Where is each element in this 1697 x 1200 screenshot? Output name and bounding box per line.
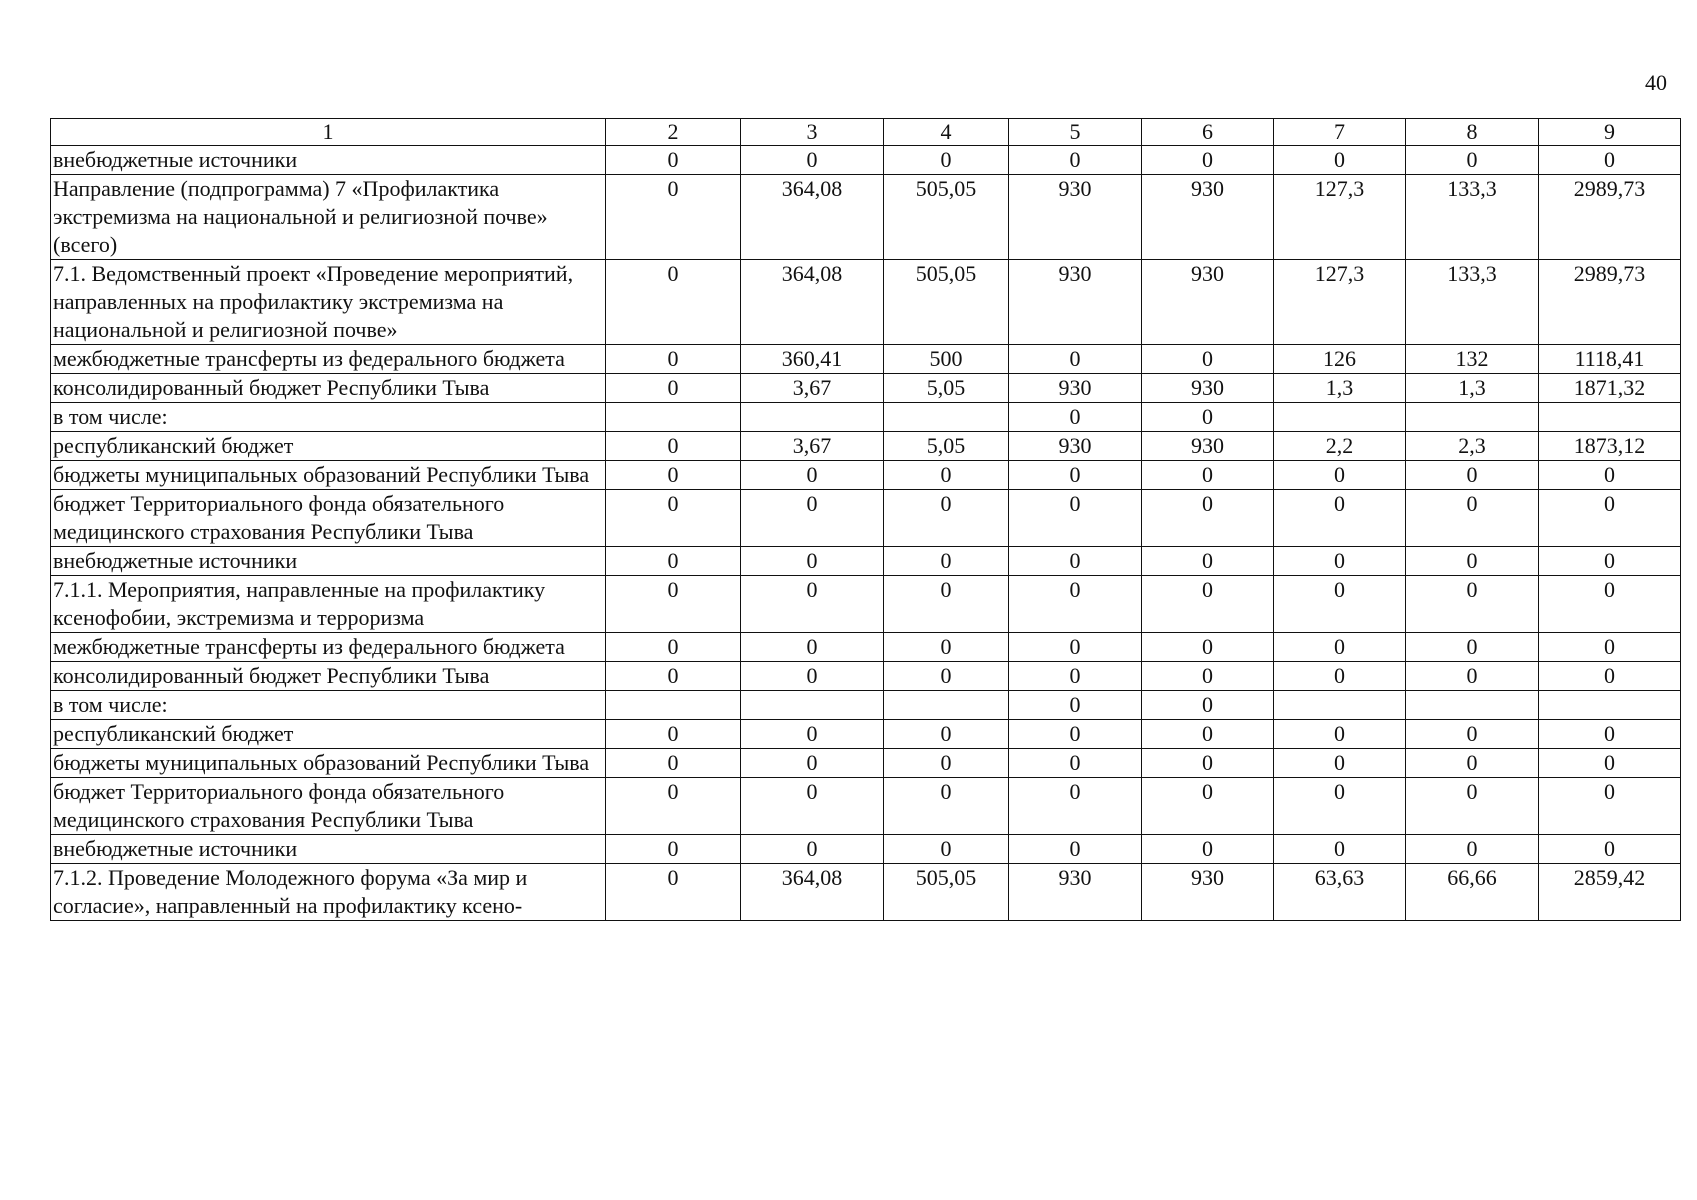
table-row <box>51 749 1681 778</box>
cell-col-8: 132 <box>1406 345 1539 374</box>
cell-col-8: 133,3 <box>1406 175 1539 260</box>
cell-col-6: 0 <box>1142 720 1274 749</box>
cell-col-9: 0 <box>1539 547 1681 576</box>
cell-col-7: 0 <box>1274 749 1406 778</box>
row-label: внебюджетные источники <box>51 146 606 175</box>
row-label: республиканский бюджет <box>51 720 606 749</box>
cell-col-8 <box>1406 691 1539 720</box>
cell-col-7: 0 <box>1274 547 1406 576</box>
cell-col-8: 0 <box>1406 490 1539 547</box>
column-header-4: 4 <box>884 119 1009 146</box>
table-row <box>51 835 1681 864</box>
cell-col-2: 0 <box>606 547 741 576</box>
table-row <box>51 547 1681 576</box>
cell-col-3: 0 <box>741 749 884 778</box>
cell-col-9: 0 <box>1539 835 1681 864</box>
cell-col-2: 0 <box>606 175 741 260</box>
cell-col-5: 0 <box>1009 576 1142 633</box>
cell-col-4 <box>884 403 1009 432</box>
cell-col-4: 505,05 <box>884 864 1009 921</box>
table-row <box>51 374 1681 403</box>
cell-col-2: 0 <box>606 345 741 374</box>
cell-col-2: 0 <box>606 490 741 547</box>
cell-col-7: 127,3 <box>1274 175 1406 260</box>
cell-col-9: 0 <box>1539 146 1681 175</box>
cell-col-7 <box>1274 691 1406 720</box>
row-label: консолидированный бюджет Республики Тыва <box>51 374 606 403</box>
table-row <box>51 633 1681 662</box>
row-label: бюджет Территориального фонда обязательного медицинского страхования Республики Тыва <box>51 490 606 547</box>
column-header-1: 1 <box>51 119 606 146</box>
cell-col-9: 0 <box>1539 778 1681 835</box>
cell-col-8: 133,3 <box>1406 260 1539 345</box>
cell-col-7: 0 <box>1274 720 1406 749</box>
cell-col-8: 0 <box>1406 662 1539 691</box>
cell-col-7: 126 <box>1274 345 1406 374</box>
cell-col-6: 0 <box>1142 461 1274 490</box>
cell-col-3: 360,41 <box>741 345 884 374</box>
cell-col-6: 930 <box>1142 374 1274 403</box>
cell-col-3: 364,08 <box>741 260 884 345</box>
cell-col-8: 0 <box>1406 461 1539 490</box>
cell-col-8 <box>1406 403 1539 432</box>
cell-col-4: 500 <box>884 345 1009 374</box>
cell-col-6: 0 <box>1142 835 1274 864</box>
cell-col-3 <box>741 691 884 720</box>
cell-col-9: 0 <box>1539 633 1681 662</box>
cell-col-5: 0 <box>1009 835 1142 864</box>
cell-col-6: 0 <box>1142 691 1274 720</box>
cell-col-7: 2,2 <box>1274 432 1406 461</box>
cell-col-3: 0 <box>741 633 884 662</box>
cell-col-5: 0 <box>1009 720 1142 749</box>
cell-col-3 <box>741 403 884 432</box>
cell-col-3: 364,08 <box>741 864 884 921</box>
table-row <box>51 576 1681 633</box>
cell-col-8: 0 <box>1406 749 1539 778</box>
row-label: бюджеты муниципальных образований Республики Тыва <box>51 461 606 490</box>
cell-col-9: 1873,12 <box>1539 432 1681 461</box>
cell-col-4: 0 <box>884 633 1009 662</box>
cell-col-9: 0 <box>1539 576 1681 633</box>
cell-col-6: 0 <box>1142 403 1274 432</box>
cell-col-4: 505,05 <box>884 260 1009 345</box>
cell-col-5: 0 <box>1009 146 1142 175</box>
cell-col-4: 0 <box>884 720 1009 749</box>
cell-col-3: 3,67 <box>741 374 884 403</box>
row-label: межбюджетные трансферты из федерального бюджета <box>51 345 606 374</box>
cell-col-5: 930 <box>1009 260 1142 345</box>
cell-col-6: 0 <box>1142 490 1274 547</box>
cell-col-6: 0 <box>1142 633 1274 662</box>
cell-col-5: 0 <box>1009 461 1142 490</box>
cell-col-7: 0 <box>1274 835 1406 864</box>
cell-col-8: 0 <box>1406 835 1539 864</box>
cell-col-8: 66,66 <box>1406 864 1539 921</box>
cell-col-4: 0 <box>884 146 1009 175</box>
page-number: 40 <box>1645 70 1667 95</box>
cell-col-9 <box>1539 403 1681 432</box>
column-header-5: 5 <box>1009 119 1142 146</box>
cell-col-9: 1118,41 <box>1539 345 1681 374</box>
cell-col-5: 0 <box>1009 691 1142 720</box>
table-row <box>51 778 1681 835</box>
cell-col-5: 0 <box>1009 749 1142 778</box>
cell-col-5: 0 <box>1009 662 1142 691</box>
cell-col-6: 0 <box>1142 662 1274 691</box>
table-row <box>51 146 1681 175</box>
column-header-9: 9 <box>1539 119 1681 146</box>
column-header-6: 6 <box>1142 119 1274 146</box>
cell-col-3: 0 <box>741 835 884 864</box>
table-row <box>51 691 1681 720</box>
column-header-2: 2 <box>606 119 741 146</box>
row-label: 7.1.2. Проведение Молодежного форума «За мир и согласие», направленный на профилактику ксено- <box>51 864 606 921</box>
cell-col-9: 2859,42 <box>1539 864 1681 921</box>
cell-col-2 <box>606 403 741 432</box>
cell-col-8: 0 <box>1406 146 1539 175</box>
cell-col-2: 0 <box>606 374 741 403</box>
cell-col-8: 1,3 <box>1406 374 1539 403</box>
cell-col-2: 0 <box>606 835 741 864</box>
cell-col-8: 0 <box>1406 633 1539 662</box>
cell-col-5: 0 <box>1009 778 1142 835</box>
table-row <box>51 490 1681 547</box>
cell-col-3: 0 <box>741 490 884 547</box>
cell-col-7: 0 <box>1274 633 1406 662</box>
cell-col-7: 127,3 <box>1274 260 1406 345</box>
cell-col-9: 0 <box>1539 490 1681 547</box>
row-label: внебюджетные источники <box>51 835 606 864</box>
cell-col-6: 0 <box>1142 576 1274 633</box>
cell-col-8: 0 <box>1406 576 1539 633</box>
cell-col-3: 0 <box>741 146 884 175</box>
cell-col-6: 0 <box>1142 547 1274 576</box>
cell-col-2: 0 <box>606 432 741 461</box>
row-label: республиканский бюджет <box>51 432 606 461</box>
table-row <box>51 720 1681 749</box>
cell-col-3: 0 <box>741 662 884 691</box>
cell-col-5: 0 <box>1009 547 1142 576</box>
cell-col-7: 0 <box>1274 778 1406 835</box>
cell-col-3: 364,08 <box>741 175 884 260</box>
table-row <box>51 175 1681 260</box>
cell-col-5: 0 <box>1009 633 1142 662</box>
row-label: внебюджетные источники <box>51 547 606 576</box>
cell-col-5: 930 <box>1009 432 1142 461</box>
column-header-7: 7 <box>1274 119 1406 146</box>
row-label: консолидированный бюджет Республики Тыва <box>51 662 606 691</box>
cell-col-5: 0 <box>1009 403 1142 432</box>
cell-col-8: 0 <box>1406 778 1539 835</box>
cell-col-6: 930 <box>1142 175 1274 260</box>
cell-col-2: 0 <box>606 662 741 691</box>
cell-col-9 <box>1539 691 1681 720</box>
row-label: межбюджетные трансферты из федерального бюджета <box>51 633 606 662</box>
cell-col-3: 0 <box>741 778 884 835</box>
cell-col-2: 0 <box>606 749 741 778</box>
cell-col-4: 0 <box>884 461 1009 490</box>
cell-col-8: 0 <box>1406 720 1539 749</box>
cell-col-3: 3,67 <box>741 432 884 461</box>
cell-col-7: 0 <box>1274 576 1406 633</box>
cell-col-7: 0 <box>1274 461 1406 490</box>
cell-col-6: 930 <box>1142 864 1274 921</box>
cell-col-6: 0 <box>1142 749 1274 778</box>
row-label: Направление (подпрограмма) 7 «Профилактика экстремизма на национальной и религиозной почве» (всего) <box>51 175 606 260</box>
cell-col-4: 0 <box>884 835 1009 864</box>
cell-col-5: 930 <box>1009 175 1142 260</box>
table-row <box>51 260 1681 345</box>
cell-col-4: 0 <box>884 778 1009 835</box>
row-label: бюджет Территориального фонда обязательного медицинского страхования Республики Тыва <box>51 778 606 835</box>
cell-col-9: 0 <box>1539 461 1681 490</box>
cell-col-2: 0 <box>606 720 741 749</box>
row-label: 7.1.1. Мероприятия, направленные на профилактику ксенофобии, экстремизма и терроризма <box>51 576 606 633</box>
cell-col-5: 930 <box>1009 864 1142 921</box>
cell-col-6: 0 <box>1142 345 1274 374</box>
cell-col-6: 930 <box>1142 432 1274 461</box>
table-row <box>51 432 1681 461</box>
cell-col-8: 0 <box>1406 547 1539 576</box>
cell-col-9: 2989,73 <box>1539 260 1681 345</box>
row-label: бюджеты муниципальных образований Республики Тыва <box>51 749 606 778</box>
cell-col-7: 0 <box>1274 490 1406 547</box>
cell-col-7: 0 <box>1274 146 1406 175</box>
table-row <box>51 345 1681 374</box>
column-header-3: 3 <box>741 119 884 146</box>
cell-col-2: 0 <box>606 633 741 662</box>
cell-col-7: 63,63 <box>1274 864 1406 921</box>
table-header <box>51 119 1681 146</box>
budget-table <box>50 118 1681 921</box>
cell-col-2: 0 <box>606 864 741 921</box>
cell-col-2: 0 <box>606 778 741 835</box>
cell-col-4: 0 <box>884 547 1009 576</box>
cell-col-4 <box>884 691 1009 720</box>
cell-col-9: 1871,32 <box>1539 374 1681 403</box>
cell-col-7: 1,3 <box>1274 374 1406 403</box>
cell-col-7: 0 <box>1274 662 1406 691</box>
cell-col-3: 0 <box>741 720 884 749</box>
cell-col-3: 0 <box>741 547 884 576</box>
cell-col-6: 0 <box>1142 146 1274 175</box>
cell-col-2 <box>606 691 741 720</box>
cell-col-8: 2,3 <box>1406 432 1539 461</box>
column-header-8: 8 <box>1406 119 1539 146</box>
cell-col-2: 0 <box>606 260 741 345</box>
cell-col-4: 0 <box>884 749 1009 778</box>
cell-col-2: 0 <box>606 576 741 633</box>
cell-col-4: 5,05 <box>884 374 1009 403</box>
table-row <box>51 864 1681 921</box>
cell-col-2: 0 <box>606 461 741 490</box>
cell-col-9: 0 <box>1539 749 1681 778</box>
cell-col-9: 0 <box>1539 720 1681 749</box>
table-row <box>51 461 1681 490</box>
cell-col-4: 0 <box>884 490 1009 547</box>
cell-col-4: 505,05 <box>884 175 1009 260</box>
cell-col-5: 0 <box>1009 345 1142 374</box>
table-body <box>51 146 1681 921</box>
cell-col-2: 0 <box>606 146 741 175</box>
cell-col-4: 0 <box>884 662 1009 691</box>
cell-col-3: 0 <box>741 461 884 490</box>
cell-col-4: 0 <box>884 576 1009 633</box>
header-row <box>51 119 1681 146</box>
cell-col-9: 2989,73 <box>1539 175 1681 260</box>
cell-col-6: 0 <box>1142 778 1274 835</box>
row-label: 7.1. Ведомственный проект «Проведение мероприятий, направленных на профилактику экстремизма на национальной и религиозной почве» <box>51 260 606 345</box>
table-row <box>51 662 1681 691</box>
cell-col-4: 5,05 <box>884 432 1009 461</box>
cell-col-5: 930 <box>1009 374 1142 403</box>
table-row <box>51 403 1681 432</box>
row-label: в том числе: <box>51 691 606 720</box>
cell-col-3: 0 <box>741 576 884 633</box>
cell-col-9: 0 <box>1539 662 1681 691</box>
cell-col-7 <box>1274 403 1406 432</box>
cell-col-5: 0 <box>1009 490 1142 547</box>
cell-col-6: 930 <box>1142 260 1274 345</box>
row-label: в том числе: <box>51 403 606 432</box>
